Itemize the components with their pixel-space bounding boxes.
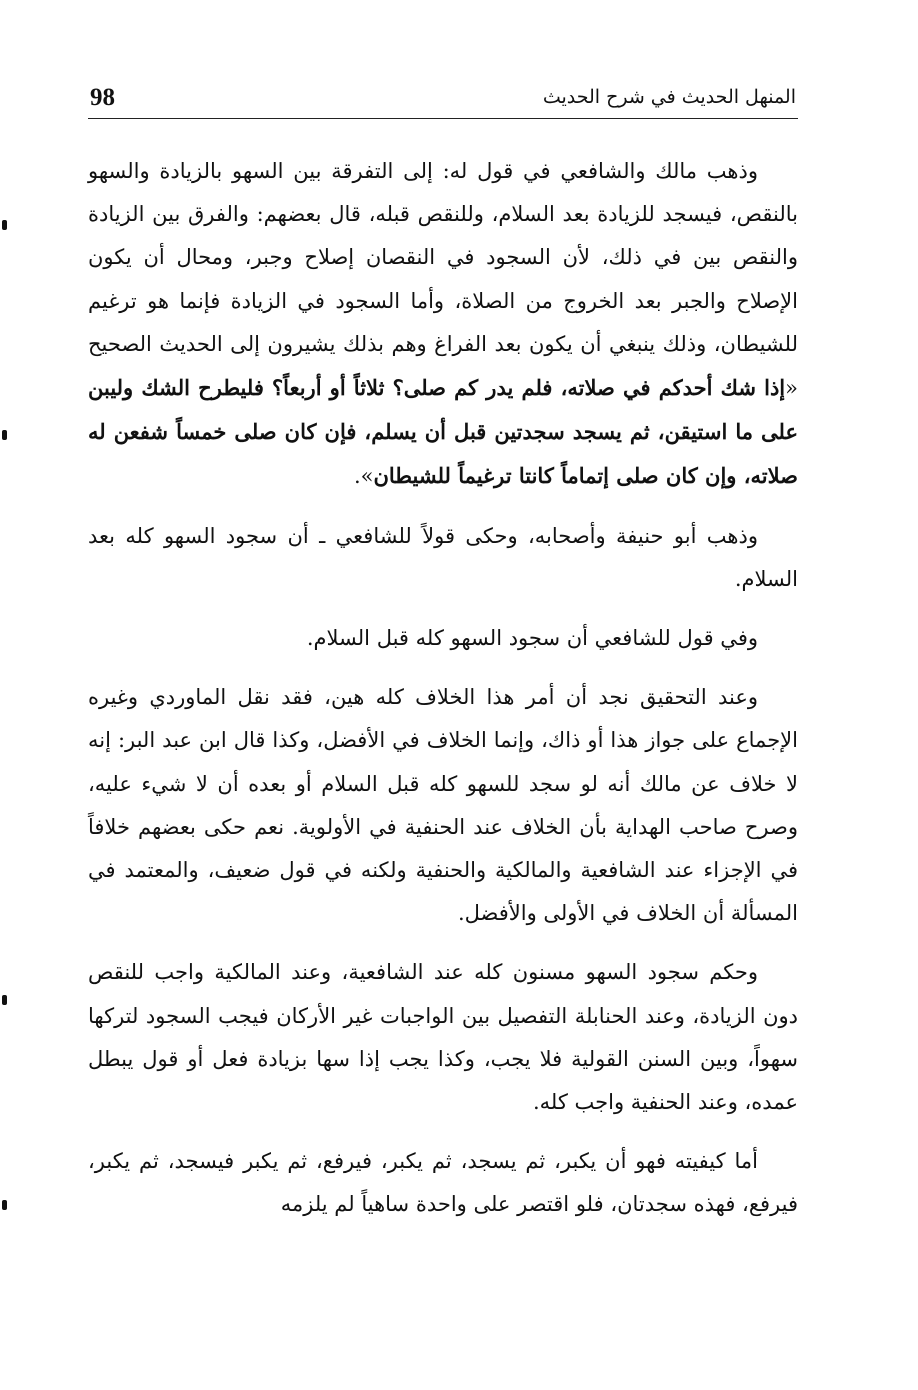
paragraph-6 (88, 1140, 798, 1226)
text-segment: أما كيفيته فهو أن يكبر، ثم يسجد، ثم يكبر، فيرفع، ثم يكبر فيسجد، ثم يكبر، فيرفع، فهذه سجدتان، فلو اقتصر على واحدة ساهياً لم يلزمه (88, 1149, 798, 1217)
body-text (88, 150, 798, 1243)
text-segment: وذهب مالك والشافعي في قول له: إلى التفرقة بين السهو بالزيادة والسهو بالنقص، فيسجد للزيادة بعد السلام، وللنقص قبله، قال بعضهم: والفرق بين الزيادة والنقص بين في ذلك، لأن السجود في النقصان إصلاح وجبر، ومحال أن يكون الإصلاح والجبر بعد الخروج من الصلاة، وأما السجود في الزيادة فإنما هو ترغيم للشيطان، وذلك ينبغي أن يكون بعد الفراغ وهم بذلك يشيرون إلى الحديث الصحيح « (88, 159, 798, 401)
page-number: 98 (90, 84, 115, 111)
paragraph-4 (88, 676, 798, 935)
paragraph-2 (88, 515, 798, 601)
text-segment: وعند التحقيق نجد أن أمر هذا الخلاف كله هين، فقد نقل الماوردي وغيره الإجماع على جواز هذا أو ذاك، وإنما الخلاف في الأفضل، وكذا قال ابن عبد البر: إنه لا خلاف عن مالك أنه لو سجد للسهو كله قبل السلام أو بعده أن لا شيء عليه، وصرح صاحب الهداية بأن الخلاف عند الحنفية في الأولوية. نعم حكى بعضهم خلافاً في الإجزاء عند الشافعية والمالكية والحنفية ولكنه في قول ضعيف، والمعتمد في المسألة أن الخلاف في الأولى والأفضل. (88, 685, 798, 926)
text-segment: ». (353, 464, 374, 489)
binding-mark (2, 220, 7, 230)
running-title: المنهل الحديث في شرح الحديث (542, 86, 796, 108)
text-segment: وذهب أبو حنيفة وأصحابه، وحكى قولاً للشافعي ـ أن سجود السهو كله بعد السلام. (88, 523, 798, 591)
text-segment: وحكم سجود السهو مسنون كله عند الشافعية، وعند المالكية واجب للنقص دون الزيادة، وعند الحنابلة التفصيل بين الواجبات غير الأركان فيجب السجود لتركها سهواً، وبين السنن القولية فلا يجب، وكذا يجب إذا سها بزيادة فعل أو قول يبطل عمده، وعند الحنفية واجب كله. (88, 960, 798, 1115)
text-segment: وفي قول للشافعي أن سجود السهو كله قبل السلام. (306, 626, 758, 651)
hadith-quote: إذا شك أحدكم في صلاته، فلم يدر كم صلى؟ ثلاثاً أو أربعاً؟ فليطرح الشك وليبن على ما استيقن، ثم يسجد سجدتين قبل أن يسلم، فإن كان صلى خمساً شفعن له صلاته، وإن كان صلى إتماماً كانتا ترغيماً للشيطان (88, 375, 798, 489)
paragraph-1 (88, 150, 798, 499)
binding-mark (2, 1200, 7, 1210)
paragraph-5 (88, 951, 798, 1124)
page-header (88, 84, 798, 119)
paragraph-3 (88, 617, 798, 660)
binding-mark (2, 995, 7, 1005)
binding-mark (2, 430, 7, 440)
